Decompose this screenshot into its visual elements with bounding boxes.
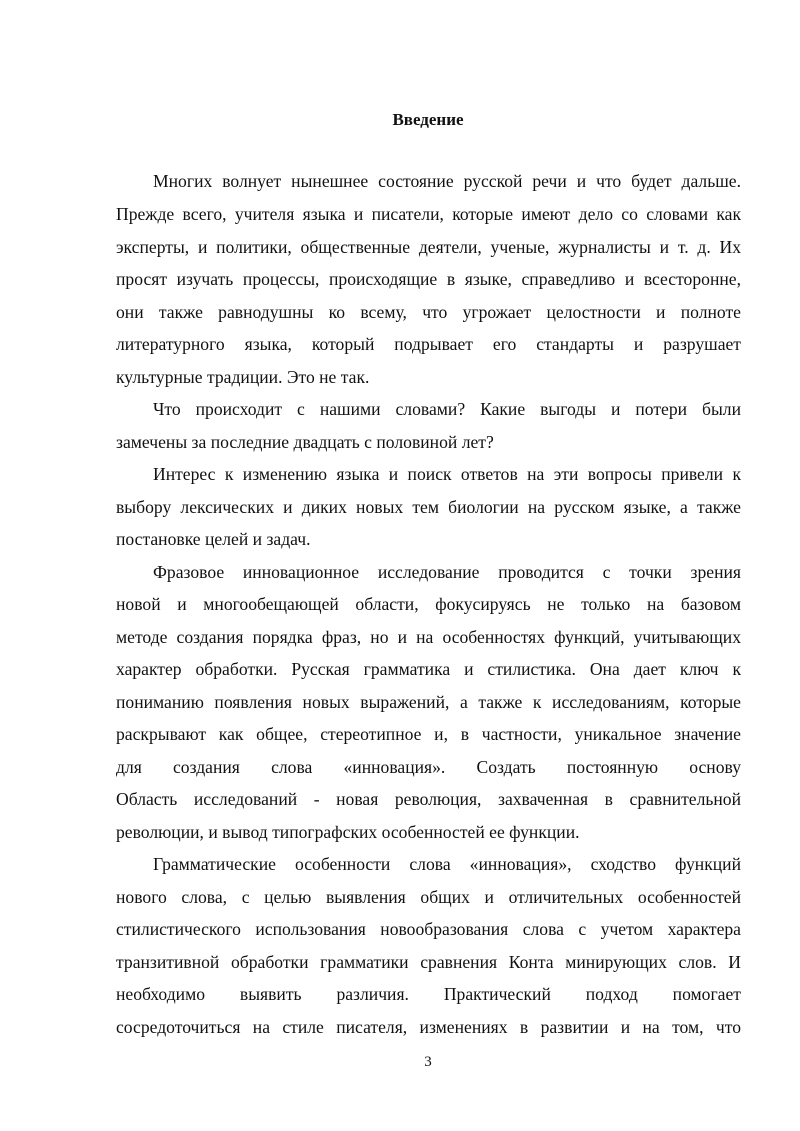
text-line: Что происходит с нашими словами? Какие выгоды и потери были — [153, 399, 741, 419]
text-line: новой и многообещающей области, фокусируясь не только на базовом — [116, 594, 741, 614]
text-line: Многих волнует нынешнее состояние русской речи и что будет дальше. — [153, 171, 741, 191]
text-line: литературного языка, который подрывает его стандарты и разрушает — [116, 334, 741, 354]
text-line: сосредоточиться на стиле писателя, изменениях в развитии и на том, что — [116, 1017, 741, 1037]
text-line: нового слова, с целью выявления общих и отличительных особенностей — [116, 887, 741, 907]
text-line: просят изучать процессы, происходящие в языке, справедливо и всесторонне, — [116, 269, 741, 289]
text-line: стилистического использования новообразования слова с учетом характера — [116, 919, 741, 939]
text-line: революции, и вывод типографских особенностей ее функции. — [116, 822, 580, 842]
text-line: Область исследований - новая революция, захваченная в сравнительной — [116, 789, 741, 809]
text-line: Фразовое инновационное исследование проводится с точки зрения — [153, 562, 741, 582]
text-line: характер обработки. Русская грамматика и стилистика. Она дает ключ к — [116, 659, 741, 679]
section-heading: Введение — [392, 110, 464, 129]
page-number: 3 — [424, 1054, 432, 1070]
text-line: эксперты, и политики, общественные деятели, ученые, журналисты и т. д. Их — [116, 237, 741, 257]
text-line: Интерес к изменению языка и поиск ответов на эти вопросы привели к — [153, 464, 741, 484]
text-line: они также равнодушны ко всему, что угрожает целостности и полноте — [116, 302, 741, 322]
text-line: Грамматические особенности слова «инновация», сходство функций — [153, 854, 741, 874]
text-line: выбору лексических и диких новых тем биологии на русском языке, а также — [116, 497, 741, 517]
text-line: необходимо выявить различия. Практический подход помогает — [116, 984, 741, 1004]
text-line: раскрывают как общее, стереотипное и, в частности, уникальное значение — [116, 724, 741, 744]
text-line: пониманию появления новых выражений, а также к исследованиям, которые — [116, 692, 741, 712]
text-line: постановке целей и задач. — [116, 529, 311, 549]
text-line: транзитивной обработки грамматики сравнения Конта минирующих слов. И — [116, 952, 741, 972]
text-line: замечены за последние двадцать с половиной лет? — [116, 432, 494, 452]
text-line: для создания слова «инновация». Создать постоянную основу — [116, 757, 741, 777]
text-line: культурные традиции. Это не так. — [116, 367, 370, 387]
text-line: методе создания порядка фраз, но и на особенностях функций, учитывающих — [116, 627, 741, 647]
text-line: Прежде всего, учителя языка и писатели, которые имеют дело со словами как — [116, 204, 741, 224]
